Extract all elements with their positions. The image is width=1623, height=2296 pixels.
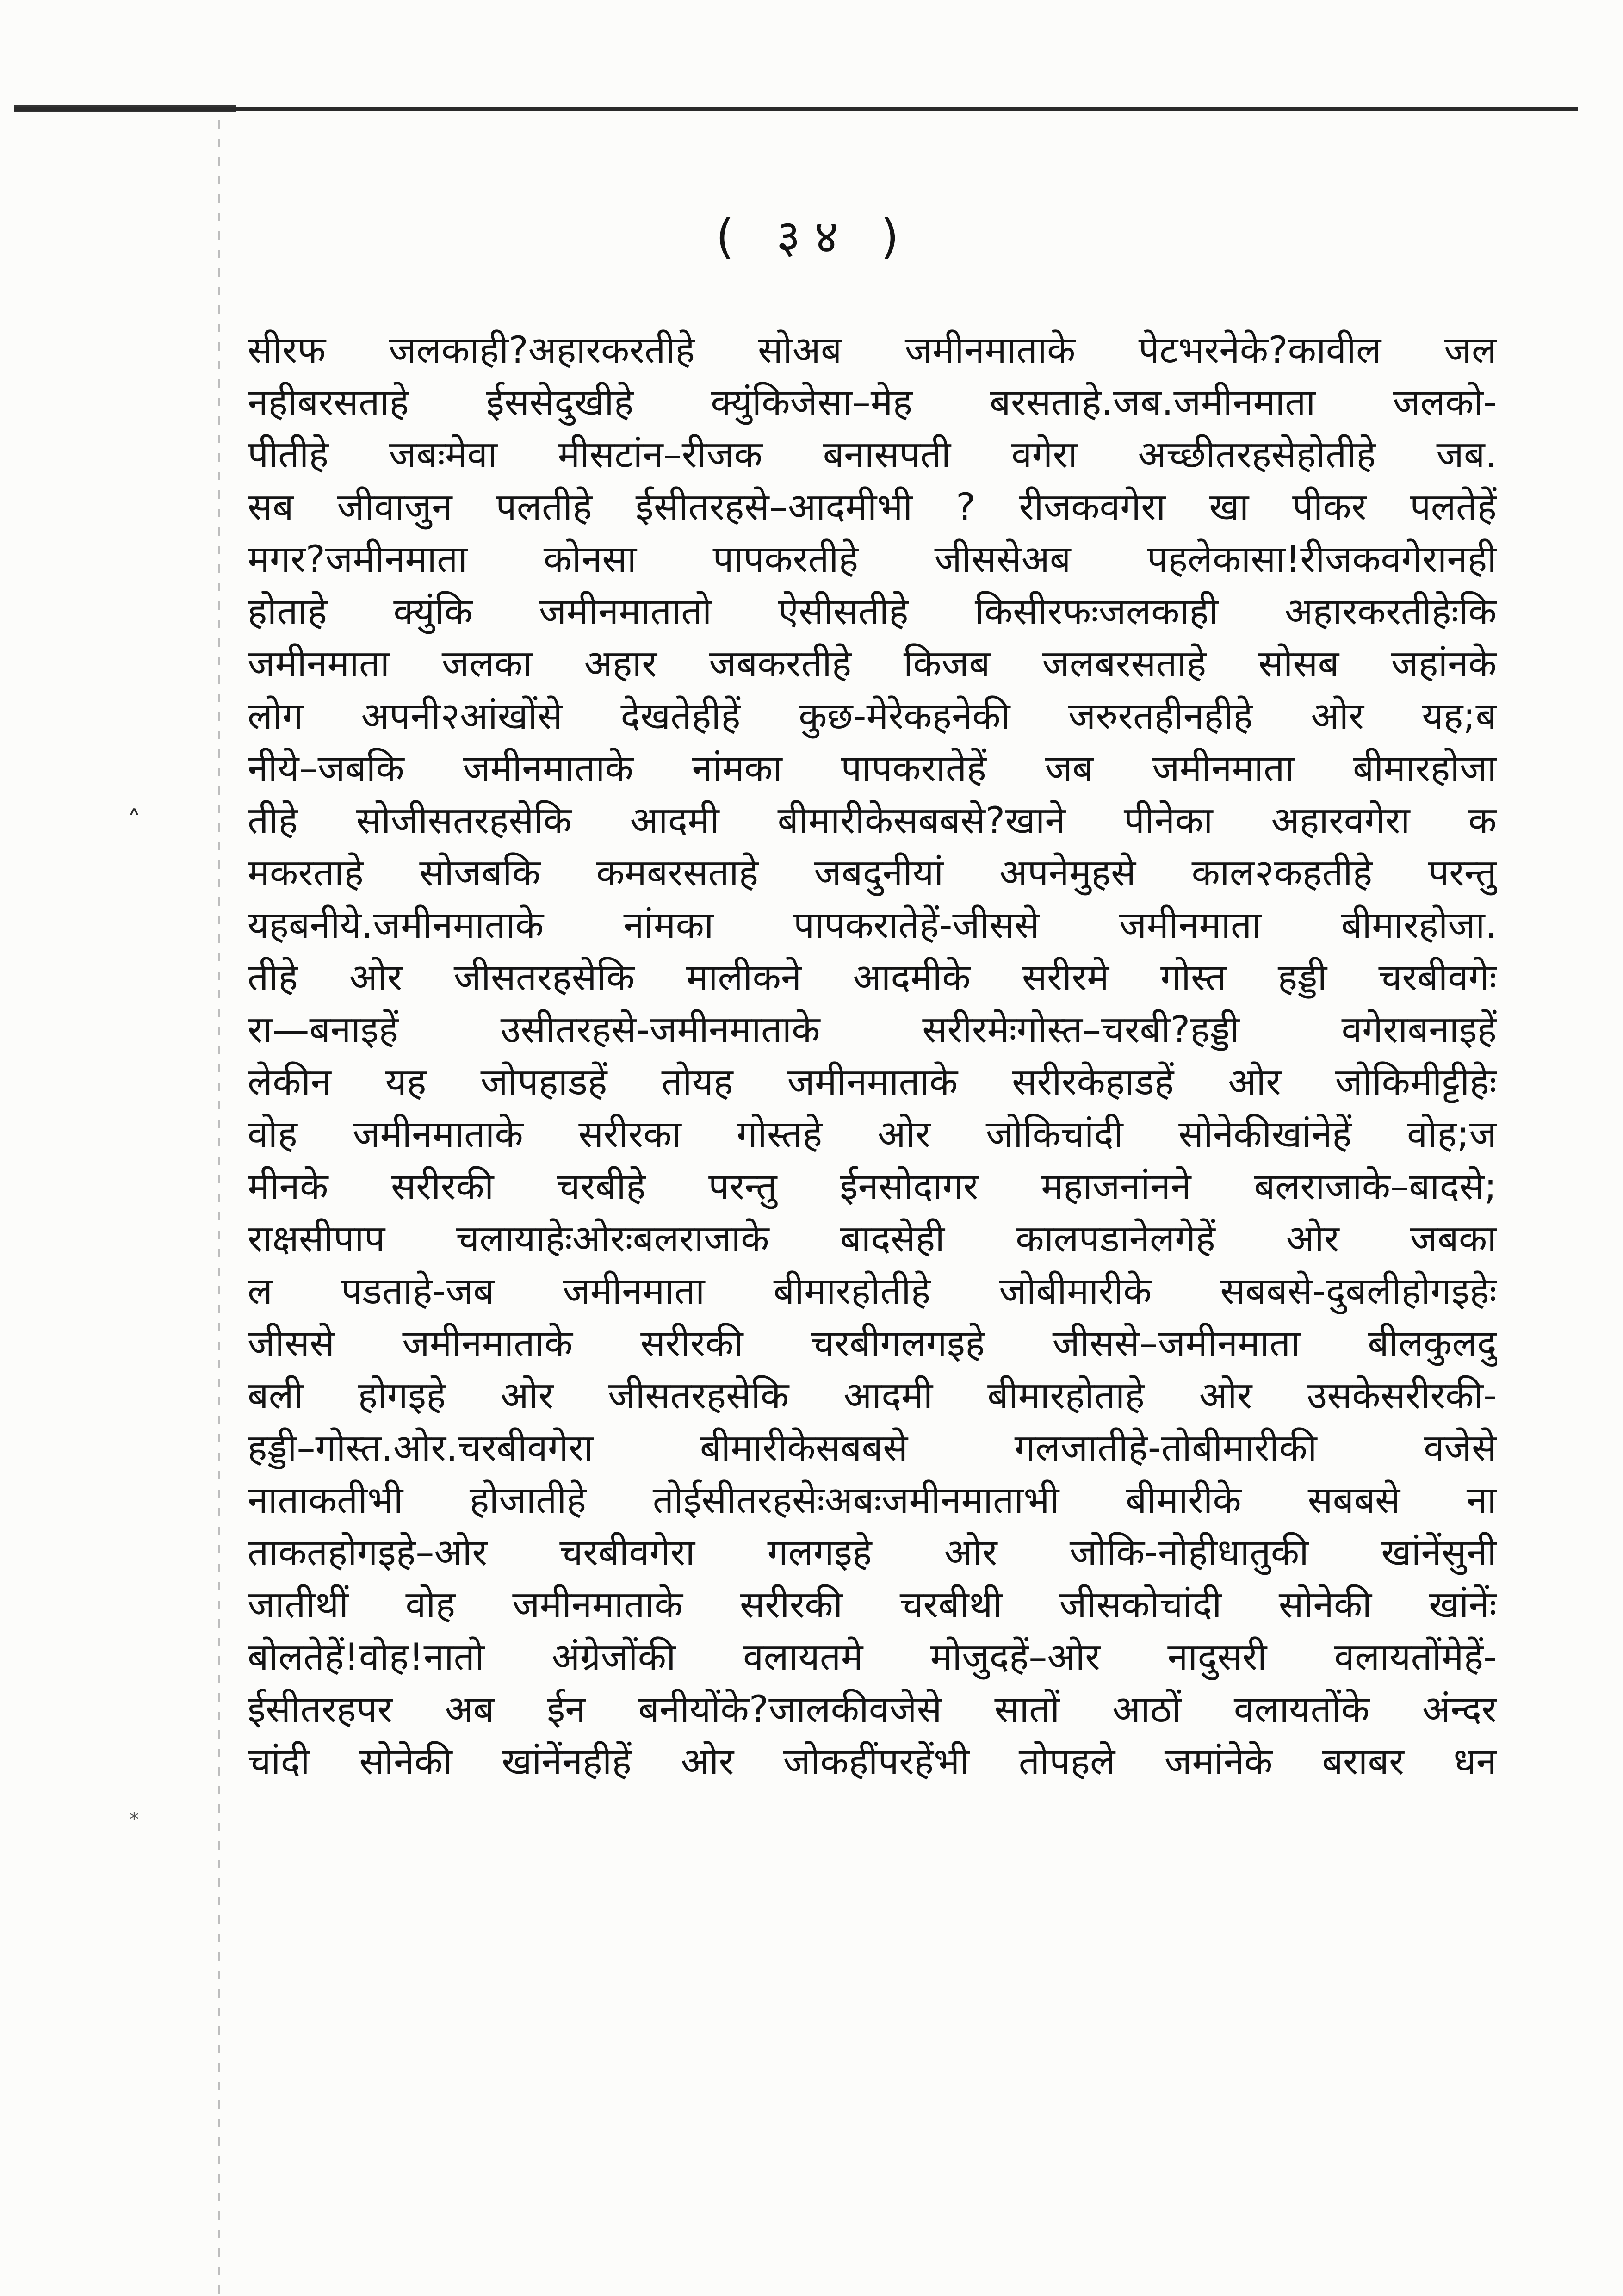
text-line: जमीनमाता जलका अहार जबकरतीहे किजब जलबरसताहे सोसब जहांनके: [248, 642, 1497, 685]
text-line: होताहे क्युंकि जमीनमातातो ऐसीसतीहे किसीरफःजलकाही अहारकरतीहेःकि: [248, 590, 1497, 633]
text-line: सब जीवाजुन पलतीहे ईसीतरहसे–आदमीभी ? रीजकवगेरा खा पीकर पलतेहें: [248, 485, 1497, 528]
text-line: ईसीतरहपर अब ईन बनीयोंके?जालकीवजेसे सातों आठों वलायतोंके अंन्दर: [248, 1688, 1497, 1731]
text-line: पीतीहे जबःमेवा मीसटांन–रीजक बनासपती वगेरा अच्छीतरहसेहोतीहे जब.: [248, 433, 1497, 476]
margin-guide-line: [218, 120, 220, 2295]
text-line: वोह जमीनमाताके सरीरका गोस्तहे ओर जोकिचांदी सोनेकीखांनेहें वोह;ज: [248, 1113, 1497, 1156]
text-line: यहबनीये.जमीनमाताके नांमका पापकरातेहें-जीससे जमीनमाता बीमारहोजा.: [248, 904, 1497, 947]
text-line: नाताकतीभी होजातीहे तोईसीतरहसेःअबःजमीनमाताभी बीमारीके सबबसे ना: [248, 1479, 1497, 1522]
text-line: ताकतहोगइहे–ओर चरबीवगेरा गलगइहे ओर जोकि-नोहीधातुकी खांनेंसुनी: [248, 1531, 1497, 1574]
text-line: मगर?जमीनमाता कोनसा पापकरतीहे जीससेअब पहलेकासा!रीजकवगेरानही: [248, 538, 1497, 581]
text-line: तीहे ओर जीसतरहसेकि मालीकने आदमीके सरीरमे गोस्त हड्डी चरबीवगेः: [248, 956, 1497, 999]
text-line: बली होगइहे ओर जीसतरहसेकि आदमी बीमारहोताहे ओर उसकेसरीरकी-: [248, 1374, 1497, 1417]
text-line: बोलतेहें!वोह!नातो अंग्रेजोंकी वलायतमे मोजुदहें–ओर नादुसरी वलायतोंमेहें-: [248, 1635, 1497, 1678]
text-line: नहीबरसताहे ईससेदुखीहे क्युंकिजेसा–मेह बरसताहे.जब.जमीनमाता जलको-: [248, 381, 1497, 424]
text-line: राक्षसीपाप चलायाहेःओरःबलराजाके बादसेही कालपडानेलगेहें ओर जबका: [248, 1217, 1497, 1260]
text-line: सीरफ जलकाही?अहारकरतीहे सोअब जमीनमाताके पेटभरनेके?कावील जल: [248, 328, 1497, 371]
text-line: रा—बनाइहें उसीतरहसे-जमीनमाताके सरीरमेःगोस्त–चरबी?हड्डी वगेराबनाइहें: [248, 1008, 1497, 1051]
ink-speck: *: [130, 1809, 139, 1830]
page-number: ( ३४ ): [716, 210, 913, 264]
text-line: ल पडताहे-जब जमीनमाता बीमारहोतीहे जोबीमारीके सबबसे-दुबलीहोगइहेः: [248, 1269, 1497, 1312]
text-line: हड्डी–गोस्त.ओर.चरबीवगेरा बीमारीकेसबबसे गलजातीहे-तोबीमारीकी वजेसे: [248, 1426, 1497, 1469]
text-line: मीनके सरीरकी चरबीहे परन्तु ईनसोदागर महाजनांनने बलराजाके–बादसे;: [248, 1165, 1497, 1208]
text-line: लोग अपनी२आंखोंसे देखतेहीहें कुछ-मेरेकहनेकी जरुरतहीनहीहे ओर यह;ब: [248, 694, 1497, 737]
text-line: तीहे सोजीसतरहसेकि आदमी बीमारीकेसबबसे?खाने पीनेका अहारवगेरा क: [248, 799, 1497, 842]
text-line: लेकीन यह जोपहाडहें तोयह जमीनमाताके सरीरकेहाडहें ओर जोकिमीट्टीहेः: [248, 1060, 1497, 1103]
text-line: नीये–जबकि जमीनमाताके नांमका पापकरातेहें जब जमीनमाता बीमारहोजा: [248, 747, 1497, 790]
text-line: जीससे जमीनमाताके सरीरकी चरबीगलगइहे जीससे–जमीनमाता बीलकुलदु: [248, 1322, 1497, 1365]
text-line: मकरताहे सोजबकि कमबरसताहे जबदुनीयां अपनेमुहसे काल२कहतीहे परन्तु: [248, 851, 1497, 894]
text-line: चांदी सोनेकी खांनेंनहीहें ओर जोकहींपरहेंभी तोपहले जमांनेके बराबर धन: [248, 1740, 1497, 1783]
text-line: जातीथीं वोह जमीनमाताके सरीरकी चरबीथी जीसकोचांदी सोनेकी खांनेंः: [248, 1583, 1497, 1626]
ink-speck: ˄: [127, 805, 141, 837]
header-rule: [14, 107, 1578, 111]
body-text: [248, 324, 1497, 1788]
